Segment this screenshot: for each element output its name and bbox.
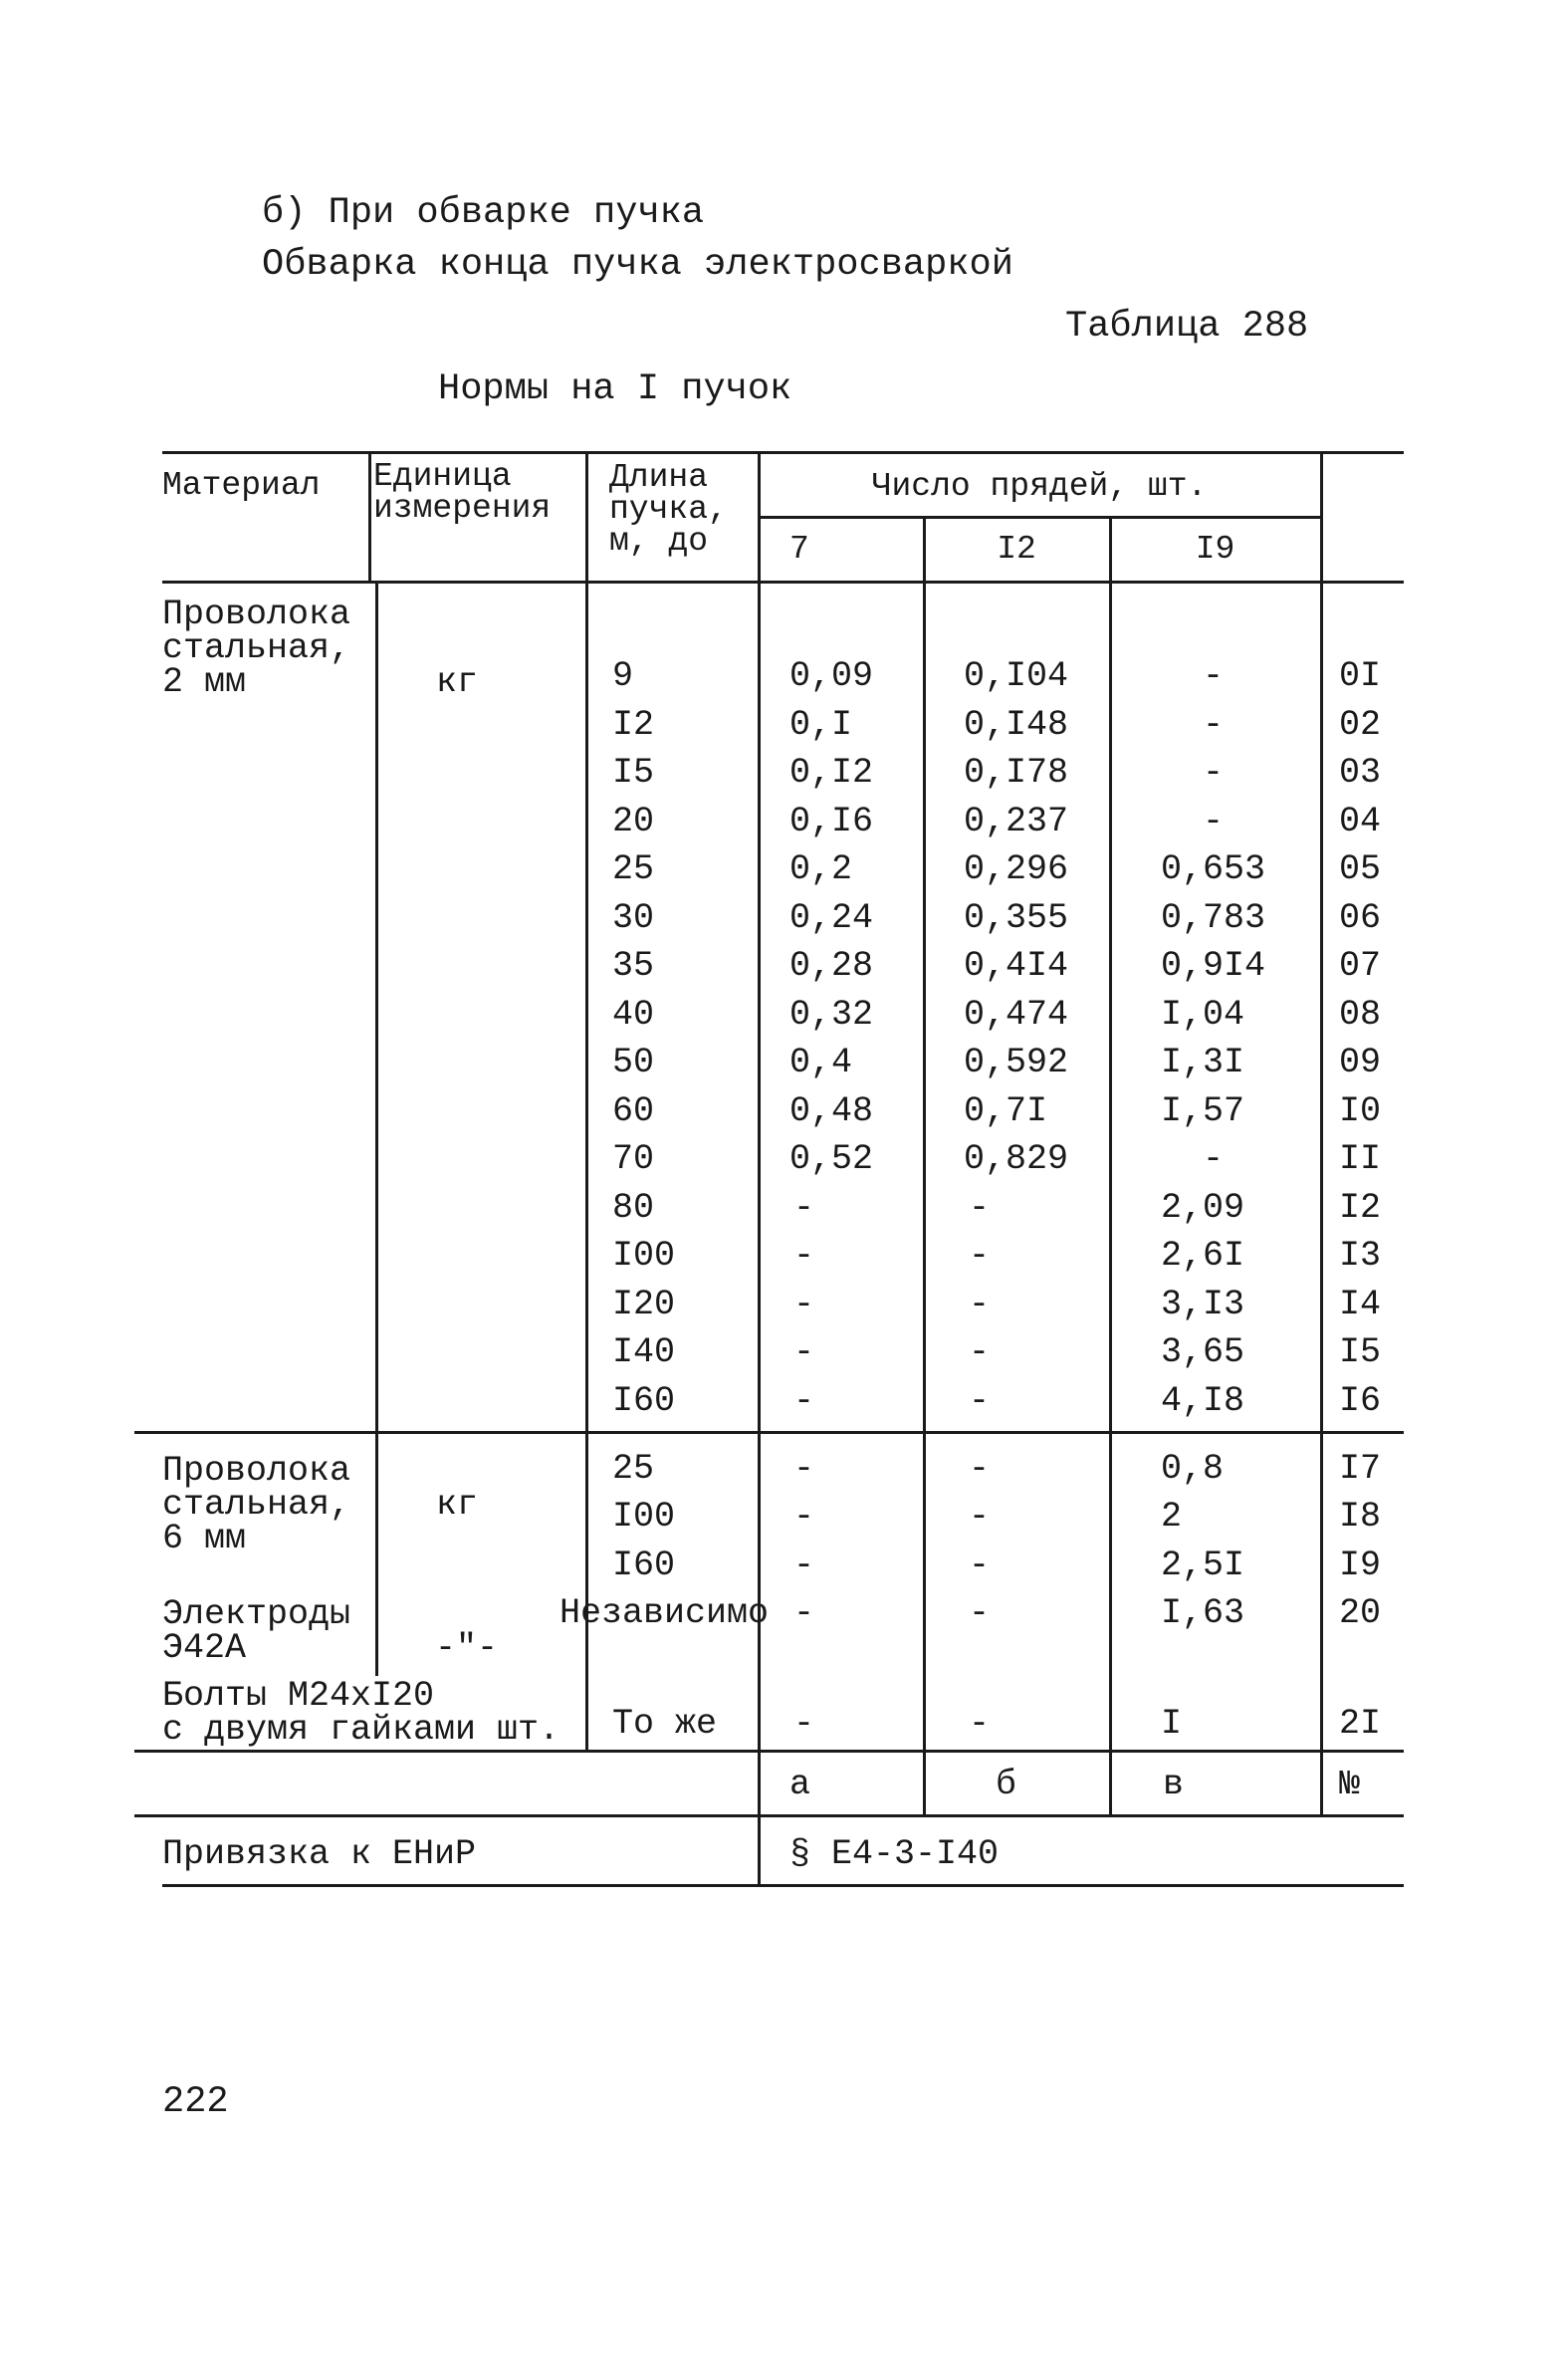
col-header-strands: Число прядей, шт. bbox=[871, 468, 1208, 505]
cell-strands-19: 0,9I4 bbox=[1161, 946, 1266, 986]
cell-strands-19: - bbox=[1203, 656, 1225, 696]
cell-strands-7: 0,09 bbox=[789, 656, 874, 696]
cell-strands-12: 0,592 bbox=[964, 1043, 1069, 1082]
cell-strands-12: - bbox=[969, 1187, 991, 1228]
cell-length: То же bbox=[612, 1704, 718, 1744]
cell-strands-7: 0,I bbox=[789, 704, 853, 745]
cell-strands-7: - bbox=[793, 1332, 815, 1372]
cell-strands-7: 0,32 bbox=[789, 994, 874, 1035]
cell-row-number: 09 bbox=[1339, 1043, 1382, 1082]
cell-strands-19: 3,I3 bbox=[1161, 1284, 1245, 1324]
cell-strands-19: 0,8 bbox=[1161, 1449, 1225, 1489]
cell-strands-7: 0,2 bbox=[789, 849, 853, 889]
cell-strands-12: - bbox=[969, 1593, 991, 1633]
cell-row-number: 03 bbox=[1339, 753, 1382, 793]
cell-row-number: 06 bbox=[1339, 897, 1382, 938]
cell-strands-7: - bbox=[793, 1704, 815, 1744]
cell-length: I00 bbox=[612, 1497, 676, 1537]
cell-length: I60 bbox=[612, 1546, 676, 1585]
cell-strands-12: - bbox=[969, 1284, 991, 1324]
col-header-strands-7: 7 bbox=[789, 531, 809, 568]
cell-strands-7: 0,28 bbox=[789, 946, 874, 986]
cell-strands-12: 0,474 bbox=[964, 994, 1069, 1035]
cell-row-number: 0I bbox=[1339, 656, 1382, 696]
cell-length: 20 bbox=[612, 801, 655, 841]
cell-length: 60 bbox=[612, 1090, 655, 1131]
page-number: 222 bbox=[162, 2081, 229, 2123]
cell-strands-12: - bbox=[969, 1236, 991, 1276]
cell-strands-12: 0,829 bbox=[964, 1139, 1069, 1179]
cell-strands-19: - bbox=[1203, 1139, 1225, 1179]
cell-strands-19: I,63 bbox=[1161, 1593, 1245, 1633]
unit-cell: кг bbox=[436, 1485, 479, 1525]
cell-length: 25 bbox=[612, 1449, 655, 1489]
cell-strands-12: - bbox=[969, 1380, 991, 1421]
cell-strands-7: - bbox=[793, 1593, 815, 1633]
cell-length: 9 bbox=[612, 656, 634, 696]
col-header-unit: Единица измерения bbox=[373, 458, 552, 527]
cell-strands-12: 0,I04 bbox=[964, 656, 1069, 696]
cell-strands-19: I bbox=[1161, 1704, 1183, 1744]
cell-row-number: I5 bbox=[1339, 1332, 1382, 1372]
cell-strands-7: - bbox=[793, 1449, 815, 1489]
norms-caption: Нормы на I пучок bbox=[438, 368, 792, 410]
cell-strands-12: 0,237 bbox=[964, 801, 1069, 841]
cell-strands-19: - bbox=[1203, 753, 1225, 793]
cell-row-number: I0 bbox=[1339, 1090, 1382, 1131]
unit-cell: кг bbox=[436, 662, 479, 702]
cell-length: 80 bbox=[612, 1187, 655, 1228]
cell-length: 50 bbox=[612, 1043, 655, 1082]
cell-row-number: 07 bbox=[1339, 946, 1382, 986]
cell-length: I40 bbox=[612, 1332, 676, 1372]
cell-row-number: 2I bbox=[1339, 1704, 1382, 1744]
cell-strands-12: - bbox=[969, 1449, 991, 1489]
cell-strands-12: 0,7I bbox=[964, 1090, 1048, 1131]
cell-row-number: 20 bbox=[1339, 1593, 1382, 1633]
cell-strands-7: 0,52 bbox=[789, 1139, 874, 1179]
cell-strands-12: 0,I48 bbox=[964, 704, 1069, 745]
cell-strands-12: 0,4I4 bbox=[964, 946, 1069, 986]
cell-length: I00 bbox=[612, 1236, 676, 1276]
footer-letter-b: б bbox=[996, 1765, 1017, 1804]
cell-strands-19: I,57 bbox=[1161, 1090, 1245, 1131]
section-subheading: Обварка конца пучка электросваркой bbox=[262, 244, 1013, 286]
col-header-length: Длина пучка, м, до bbox=[609, 459, 728, 560]
binding-value: § Е4-3-I40 bbox=[789, 1834, 1000, 1874]
cell-strands-12: - bbox=[969, 1704, 991, 1744]
cell-strands-19: I,04 bbox=[1161, 994, 1245, 1035]
cell-strands-19: 3,65 bbox=[1161, 1332, 1245, 1372]
cell-strands-19: 0,783 bbox=[1161, 897, 1266, 938]
cell-row-number: I7 bbox=[1339, 1449, 1382, 1489]
cell-length: I5 bbox=[612, 753, 655, 793]
cell-length: 40 bbox=[612, 994, 655, 1035]
cell-strands-19: 2,09 bbox=[1161, 1187, 1245, 1228]
cell-strands-12: 0,296 bbox=[964, 849, 1069, 889]
cell-length: 25 bbox=[612, 849, 655, 889]
col-header-strands-19: I9 bbox=[1195, 531, 1235, 568]
cell-length: Независимо bbox=[560, 1593, 770, 1633]
binding-label: Привязка к ЕНиР bbox=[162, 1834, 477, 1874]
cell-row-number: I9 bbox=[1339, 1546, 1382, 1585]
cell-row-number: I2 bbox=[1339, 1187, 1382, 1228]
cell-strands-19: 2,6I bbox=[1161, 1236, 1245, 1276]
cell-strands-7: - bbox=[793, 1380, 815, 1421]
footer-number-sign: № bbox=[1339, 1765, 1361, 1804]
cell-strands-7: - bbox=[793, 1497, 815, 1537]
cell-strands-19: 4,I8 bbox=[1161, 1380, 1245, 1421]
cell-strands-7: 0,I6 bbox=[789, 801, 874, 841]
cell-length: 30 bbox=[612, 897, 655, 938]
footer-letter-v: в bbox=[1163, 1765, 1185, 1804]
cell-strands-19: I,3I bbox=[1161, 1043, 1245, 1082]
cell-strands-7: - bbox=[793, 1284, 815, 1324]
col-header-material: Материал bbox=[162, 467, 321, 504]
cell-strands-12: 0,I78 bbox=[964, 753, 1069, 793]
unit-cell: -"- bbox=[435, 1628, 499, 1668]
cell-length: 35 bbox=[612, 946, 655, 986]
cell-strands-7: 0,24 bbox=[789, 897, 874, 938]
cell-row-number: II bbox=[1339, 1139, 1382, 1179]
cell-length: 70 bbox=[612, 1139, 655, 1179]
cell-row-number: 02 bbox=[1339, 704, 1382, 745]
cell-strands-7: 0,4 bbox=[789, 1043, 853, 1082]
cell-strands-7: 0,I2 bbox=[789, 753, 874, 793]
cell-strands-19: 0,653 bbox=[1161, 849, 1266, 889]
cell-strands-19: 2,5I bbox=[1161, 1546, 1245, 1585]
cell-strands-19: - bbox=[1203, 801, 1225, 841]
cell-strands-12: - bbox=[969, 1332, 991, 1372]
col-header-strands-12: I2 bbox=[997, 531, 1036, 568]
cell-strands-12: 0,355 bbox=[964, 897, 1069, 938]
table-number: Таблица 288 bbox=[1065, 306, 1309, 348]
cell-strands-19: 2 bbox=[1161, 1497, 1183, 1537]
cell-strands-7: - bbox=[793, 1236, 815, 1276]
cell-row-number: I8 bbox=[1339, 1497, 1382, 1537]
cell-row-number: I4 bbox=[1339, 1284, 1382, 1324]
cell-strands-7: - bbox=[793, 1187, 815, 1228]
cell-length: I2 bbox=[612, 704, 655, 745]
cell-row-number: 04 bbox=[1339, 801, 1382, 841]
cell-length: I60 bbox=[612, 1380, 676, 1421]
cell-row-number: I3 bbox=[1339, 1236, 1382, 1276]
cell-row-number: I6 bbox=[1339, 1380, 1382, 1421]
cell-strands-12: - bbox=[969, 1546, 991, 1585]
cell-strands-19: - bbox=[1203, 704, 1225, 745]
cell-strands-7: - bbox=[793, 1546, 815, 1585]
footer-letter-a: а bbox=[789, 1765, 811, 1804]
cell-row-number: 05 bbox=[1339, 849, 1382, 889]
cell-strands-12: - bbox=[969, 1497, 991, 1537]
section-heading: б) При обварке пучка bbox=[262, 192, 705, 234]
cell-row-number: 08 bbox=[1339, 994, 1382, 1035]
cell-strands-7: 0,48 bbox=[789, 1090, 874, 1131]
cell-length: I20 bbox=[612, 1284, 676, 1324]
